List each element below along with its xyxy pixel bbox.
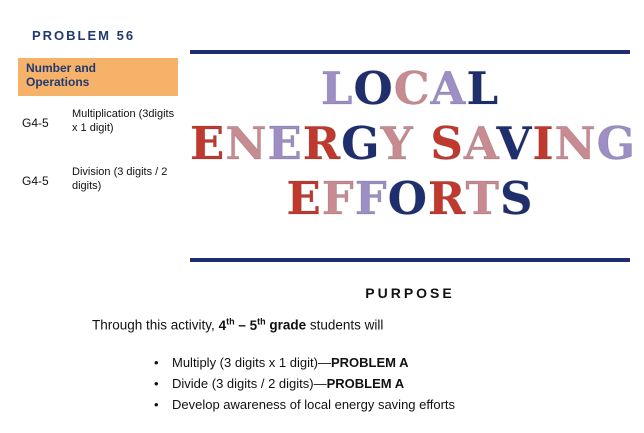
page-title: PROBLEM 56	[32, 28, 136, 43]
standard-description: Multiplication (3digits x 1 digit)	[72, 108, 175, 134]
title-letter: F	[354, 171, 388, 225]
title-letter: L	[466, 62, 500, 115]
purpose-lead	[92, 316, 383, 333]
purpose-lead-dash: –	[234, 317, 250, 333]
purpose-heading: PURPOSE	[365, 285, 455, 301]
title-letter: L	[320, 62, 354, 115]
title-letter: R	[302, 116, 342, 170]
purpose-lead-prefix: Through this activity,	[92, 317, 219, 333]
slide-title	[190, 62, 637, 227]
purpose-lead-tail: students will	[306, 317, 384, 333]
list-item-emphasis: PROBLEM A	[330, 355, 409, 370]
list-item-text: Divide (3 digits / 2 digits)—	[172, 376, 327, 392]
title-letter: E	[286, 171, 322, 225]
title-letter: Y	[380, 116, 414, 170]
title-letter	[414, 117, 431, 170]
title-line-3	[190, 172, 630, 227]
title-letter: R	[427, 171, 466, 225]
title-letter: A	[430, 62, 467, 115]
list-item	[152, 352, 455, 373]
title-letter: T	[465, 171, 501, 225]
title-letter: N	[225, 116, 268, 170]
purpose-grade-b-sup: th	[257, 316, 266, 326]
title-letter: O	[353, 62, 394, 115]
purpose-grade-word: grade	[265, 317, 307, 333]
list-item-text: Multiply (3 digits x 1 digit)—	[172, 355, 331, 370]
standard-grade: G4-5	[22, 116, 49, 130]
title-letter: F	[321, 171, 355, 225]
list-item	[152, 373, 455, 394]
title-letter: A	[463, 116, 497, 170]
title-letter: I	[532, 116, 555, 170]
title-letter: O	[387, 171, 428, 225]
category-badge	[18, 58, 178, 96]
title-line-1	[190, 62, 630, 117]
category-line-1: Number and	[26, 61, 97, 75]
category-line-2: Operations	[26, 74, 90, 89]
title-letter: E	[267, 116, 303, 170]
list-item-emphasis: PROBLEM A	[326, 376, 405, 392]
purpose-bullet-list	[152, 352, 455, 415]
list-item	[152, 394, 455, 415]
title-rule-bottom	[190, 258, 630, 262]
title-letter: C	[393, 62, 431, 115]
title-letter: S	[430, 116, 464, 170]
list-item-text: Develop awareness of local energy saving efforts	[172, 397, 456, 413]
title-letter: S	[500, 171, 534, 225]
standard-description: Division (3 digits / 2 digits)	[72, 166, 168, 192]
title-letter: G	[596, 116, 637, 170]
purpose-grade-b: 5th	[249, 316, 266, 333]
title-letter: N	[554, 116, 597, 170]
standard-grade: G4-5	[22, 174, 49, 188]
title-letter: E	[190, 116, 226, 170]
purpose-grade-a-sup: th	[226, 316, 235, 326]
purpose-grade-a: 4th	[218, 316, 235, 333]
title-line-2	[190, 116, 637, 172]
title-rule-top	[190, 50, 630, 54]
title-letter: G	[341, 116, 381, 170]
title-letter: V	[496, 116, 533, 170]
